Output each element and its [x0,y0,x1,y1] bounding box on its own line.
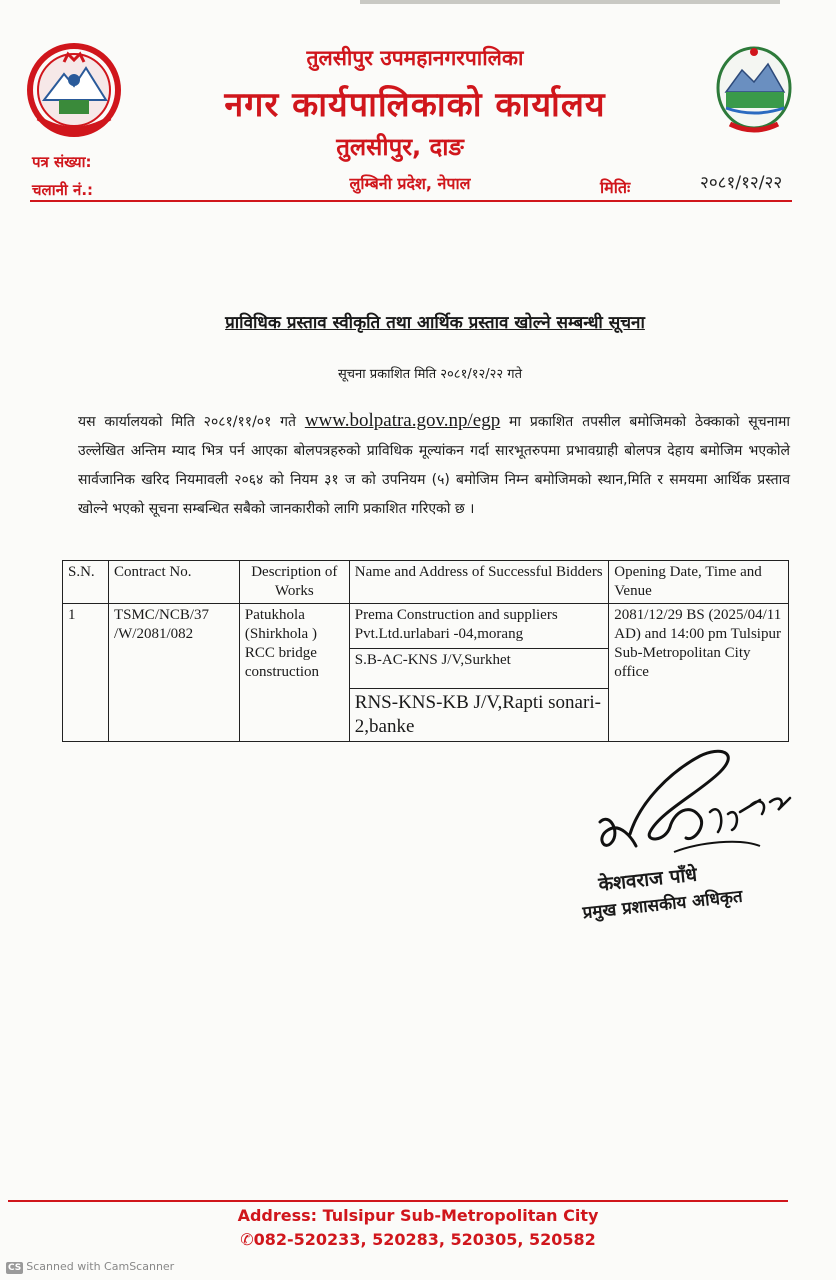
cell-opening: 2081/12/29 BS (2025/04/11 AD) and 14:00 pm Tulsipur Sub-Metropolitan City office [609,604,789,742]
notice-body-start: यस कार्यालयको मिति २०८१/११/०१ गते [78,414,297,430]
date-label: मितिः [600,178,631,197]
signatory-designation: प्रमुख प्रशासकीय अधिकृत [581,886,744,924]
date-value: २०८१/१२/२२ [700,173,783,193]
dispatch-number-label: चलानी नं.: [32,181,94,199]
camscanner-text: Scanned with CamScanner [26,1260,175,1273]
municipality-logo-icon [712,42,796,138]
header-bidders: Name and Address of Successful Bidders [349,561,608,604]
province-name: लुम्बिनी प्रदेश, नेपाल [349,174,471,193]
camscanner-watermark [6,1260,174,1274]
scan-top-edge [360,0,780,4]
header-description: Description of Works [239,561,349,604]
signatory-name: केशवराज पाँधे [597,863,699,896]
notice-title: प्राविधिक प्रस्ताव स्वीकृति तथा आर्थिक प्रस्ताव खोल्ने सम्बन्धी सूचना [225,313,645,333]
header-sn: S.N. [63,561,109,604]
notice-published-date: सूचना प्रकाशित मिति २०८१/१२/२२ गते [337,367,522,382]
footer-address: Address: Tulsipur Sub-Metropolitan City [237,1206,599,1225]
footer-phone [150,1230,686,1249]
cell-description: Patukhola (Shirkhola ) RCC bridge construction [239,604,349,742]
bid-table [62,560,789,742]
table-header-row [63,561,789,604]
cell-sn: 1 [63,604,109,742]
phone-icon: ✆ [240,1230,254,1249]
office-name: नगर कार्यपालिकाको कार्यालय [224,85,606,125]
notice-body [78,406,790,524]
footer-phone-numbers: 082-520233, 520283, 520305, 520582 [253,1230,596,1249]
bidder-2: S.B-AC-KNS J/V,Surkhet [350,648,608,684]
table-row [63,604,789,742]
camscanner-badge: CS [8,1263,22,1273]
header-opening: Opening Date, Time and Venue [609,561,789,604]
header-contract-no: Contract No. [108,561,239,604]
header-divider [30,200,792,202]
bidder-1: Prema Construction and suppliers Pvt.Ltd.urlabari -04,morang [354,607,558,642]
municipality-name: तुलसीपुर उपमहानगरपालिका [306,46,524,70]
footer-divider [8,1200,788,1202]
cell-contract-no: TSMC/NCB/37 /W/2081/082 [108,604,239,742]
signature-icon [590,742,810,872]
nepal-emblem-icon [24,40,124,140]
cell-bidders [349,604,608,742]
office-location: तुलसीपुर, दाङ [336,133,464,161]
bolpatra-link[interactable]: www.bolpatra.gov.np/egp [304,410,501,431]
letter-number-label: पत्र संख्या: [32,153,92,171]
bidder-3: RNS-KNS-KB J/V,Rapti sonari-2,banke [350,688,608,741]
notice-body-rest: मा प्रकाशित तपसील बमोजिमको ठेक्काको सूचनामा उल्लेखित अन्तिम म्याद भित्र पर्न आएका बोलपत्रहरुको प्राविधिक मूल्यांकन गर्दा सारभूतरुपमा प्रभावग्राही बोलपत्र देहाय बमोजिम भएकोले सार्वजानिक खरिद नियमावली २०६४ को नियम ३१ ज को उपनियम (५) बमोजिम निम्न बमोजिमको स्थान,मिति र समयमा आर्थिक प्रस्ताव खोल्ने भएको सूचना सम्बन्धित सबैको जानकारीको लागि प्रकाशित गरिएको छ । [78,414,790,517]
